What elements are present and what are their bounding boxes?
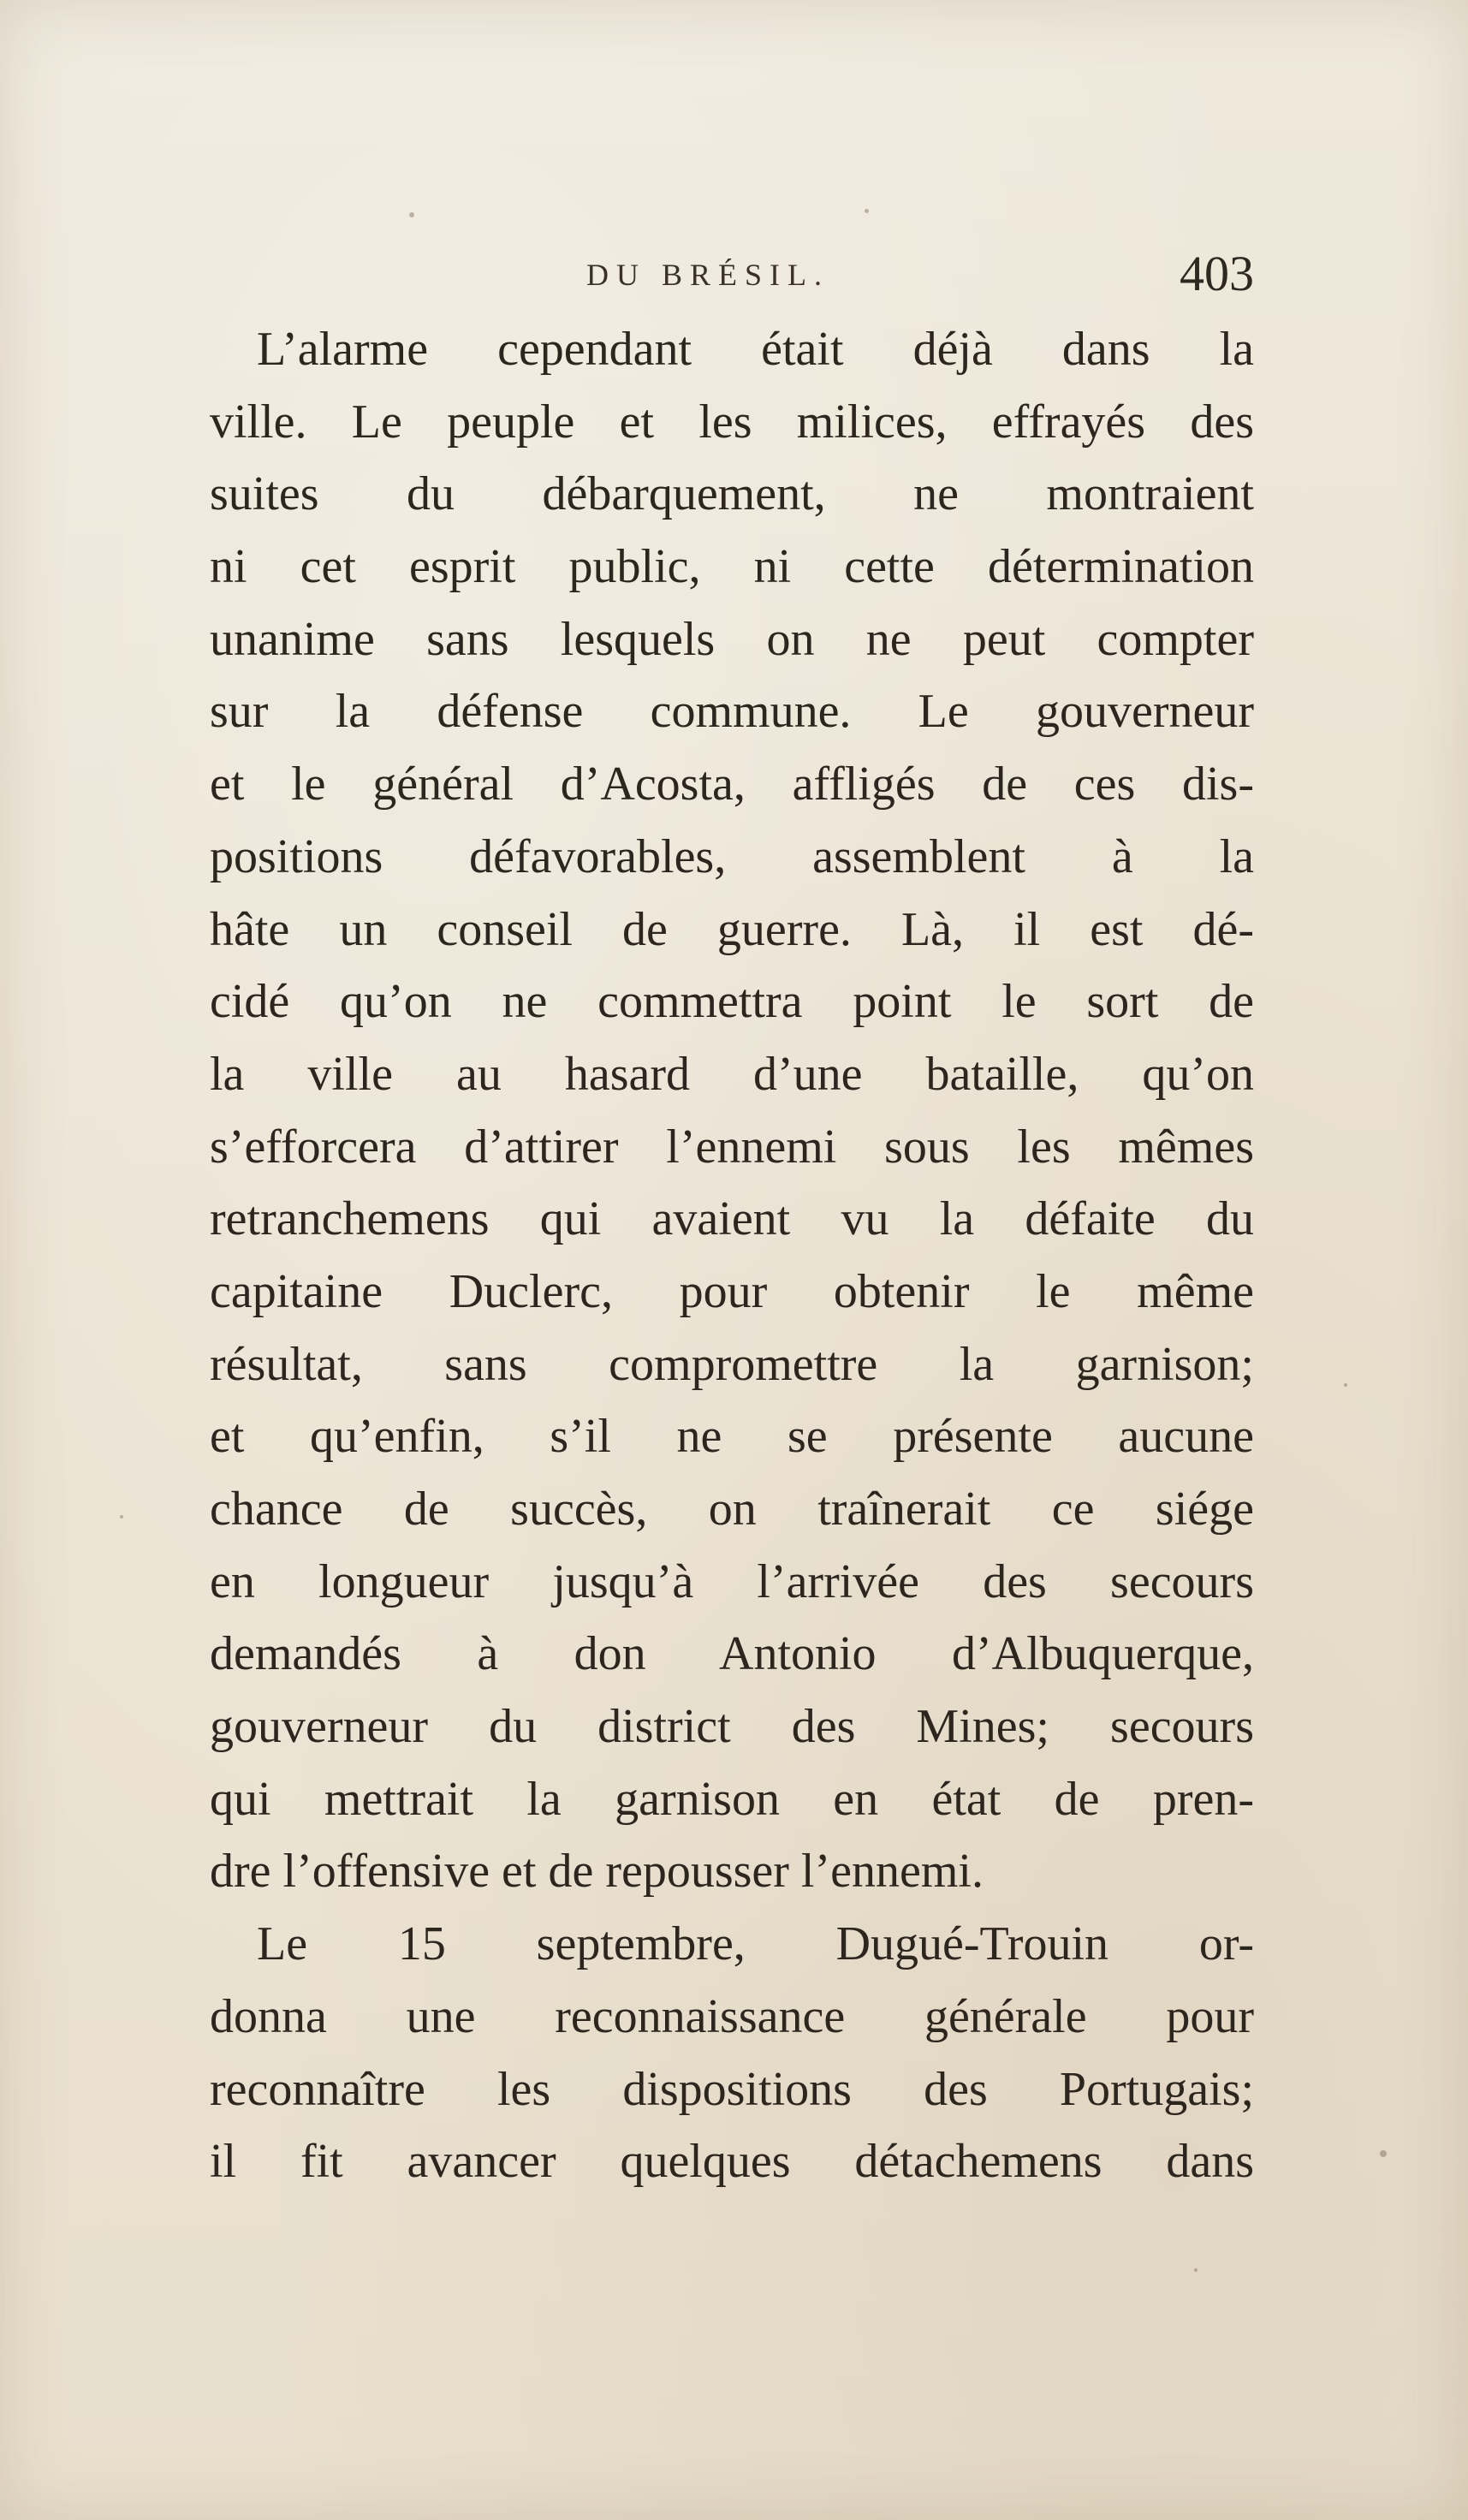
text-line: unanime sans lesquels on ne peut compter — [210, 612, 1254, 666]
text-line: demandés à don Antonio d’Albuquerque, — [210, 1627, 1254, 1681]
text-line: ni cet esprit public, ni cette détermination — [210, 540, 1254, 594]
paper-speck — [1344, 1383, 1347, 1387]
text-line: chance de succès, on traînerait ce siége — [210, 1483, 1254, 1536]
page-number: 403 — [1180, 246, 1254, 301]
page-header — [210, 245, 1254, 305]
text-line: suites du débarquement, ne montraient — [210, 467, 1254, 521]
paper-speck — [409, 212, 414, 217]
text-line: reconnaître les dispositions des Portugais; — [210, 2062, 1254, 2116]
text-line: et le général d’Acosta, affligés de ces dis- — [210, 758, 1254, 811]
text-line: résultat, sans compromettre la garnison; — [210, 1337, 1254, 1391]
text-line: dre l’offensive et de repousser l’ennemi. — [210, 1845, 984, 1899]
text-line: positions défavorables, assemblent à la — [210, 829, 1254, 883]
paper-speck — [865, 209, 869, 213]
text-line: cidé qu’on ne commettra point le sort de — [210, 975, 1254, 1029]
paper-speck — [1194, 2268, 1198, 2272]
text-line: L’alarme cependant était déjà dans la — [257, 323, 1254, 376]
text-line: qui mettrait la garnison en état de pren- — [210, 1772, 1254, 1826]
paper-speck — [1380, 2150, 1387, 2157]
text-line: Le 15 septembre, Dugué-Trouin or- — [257, 1917, 1254, 1971]
text-line: capitaine Duclerc, pour obtenir le même — [210, 1264, 1254, 1318]
text-line: il fit avancer quelques détachemens dans — [210, 2135, 1254, 2189]
text-line: en longueur jusqu’à l’arrivée des secours — [210, 1554, 1254, 1608]
text-line: s’efforcera d’attirer l’ennemi sous les mêmes — [210, 1120, 1254, 1174]
body-text — [210, 313, 1254, 2198]
text-line: hâte un conseil de guerre. Là, il est dé- — [210, 902, 1254, 956]
text-line: la ville au hasard d’une bataille, qu’on — [210, 1047, 1254, 1101]
text-line: et qu’enfin, s’il ne se présente aucune — [210, 1410, 1254, 1464]
text-line: gouverneur du district des Mines; secours — [210, 1700, 1254, 1754]
text-line: sur la défense commune. Le gouverneur — [210, 685, 1254, 739]
text-line: retranchemens qui avaient vu la défaite du — [210, 1192, 1254, 1246]
running-head: DU BRÉSIL. — [586, 258, 830, 292]
paper-speck — [120, 1515, 123, 1519]
text-line: ville. Le peuple et les milices, effrayés des — [210, 395, 1254, 449]
text-line: donna une reconnaissance générale pour — [210, 1989, 1254, 2043]
